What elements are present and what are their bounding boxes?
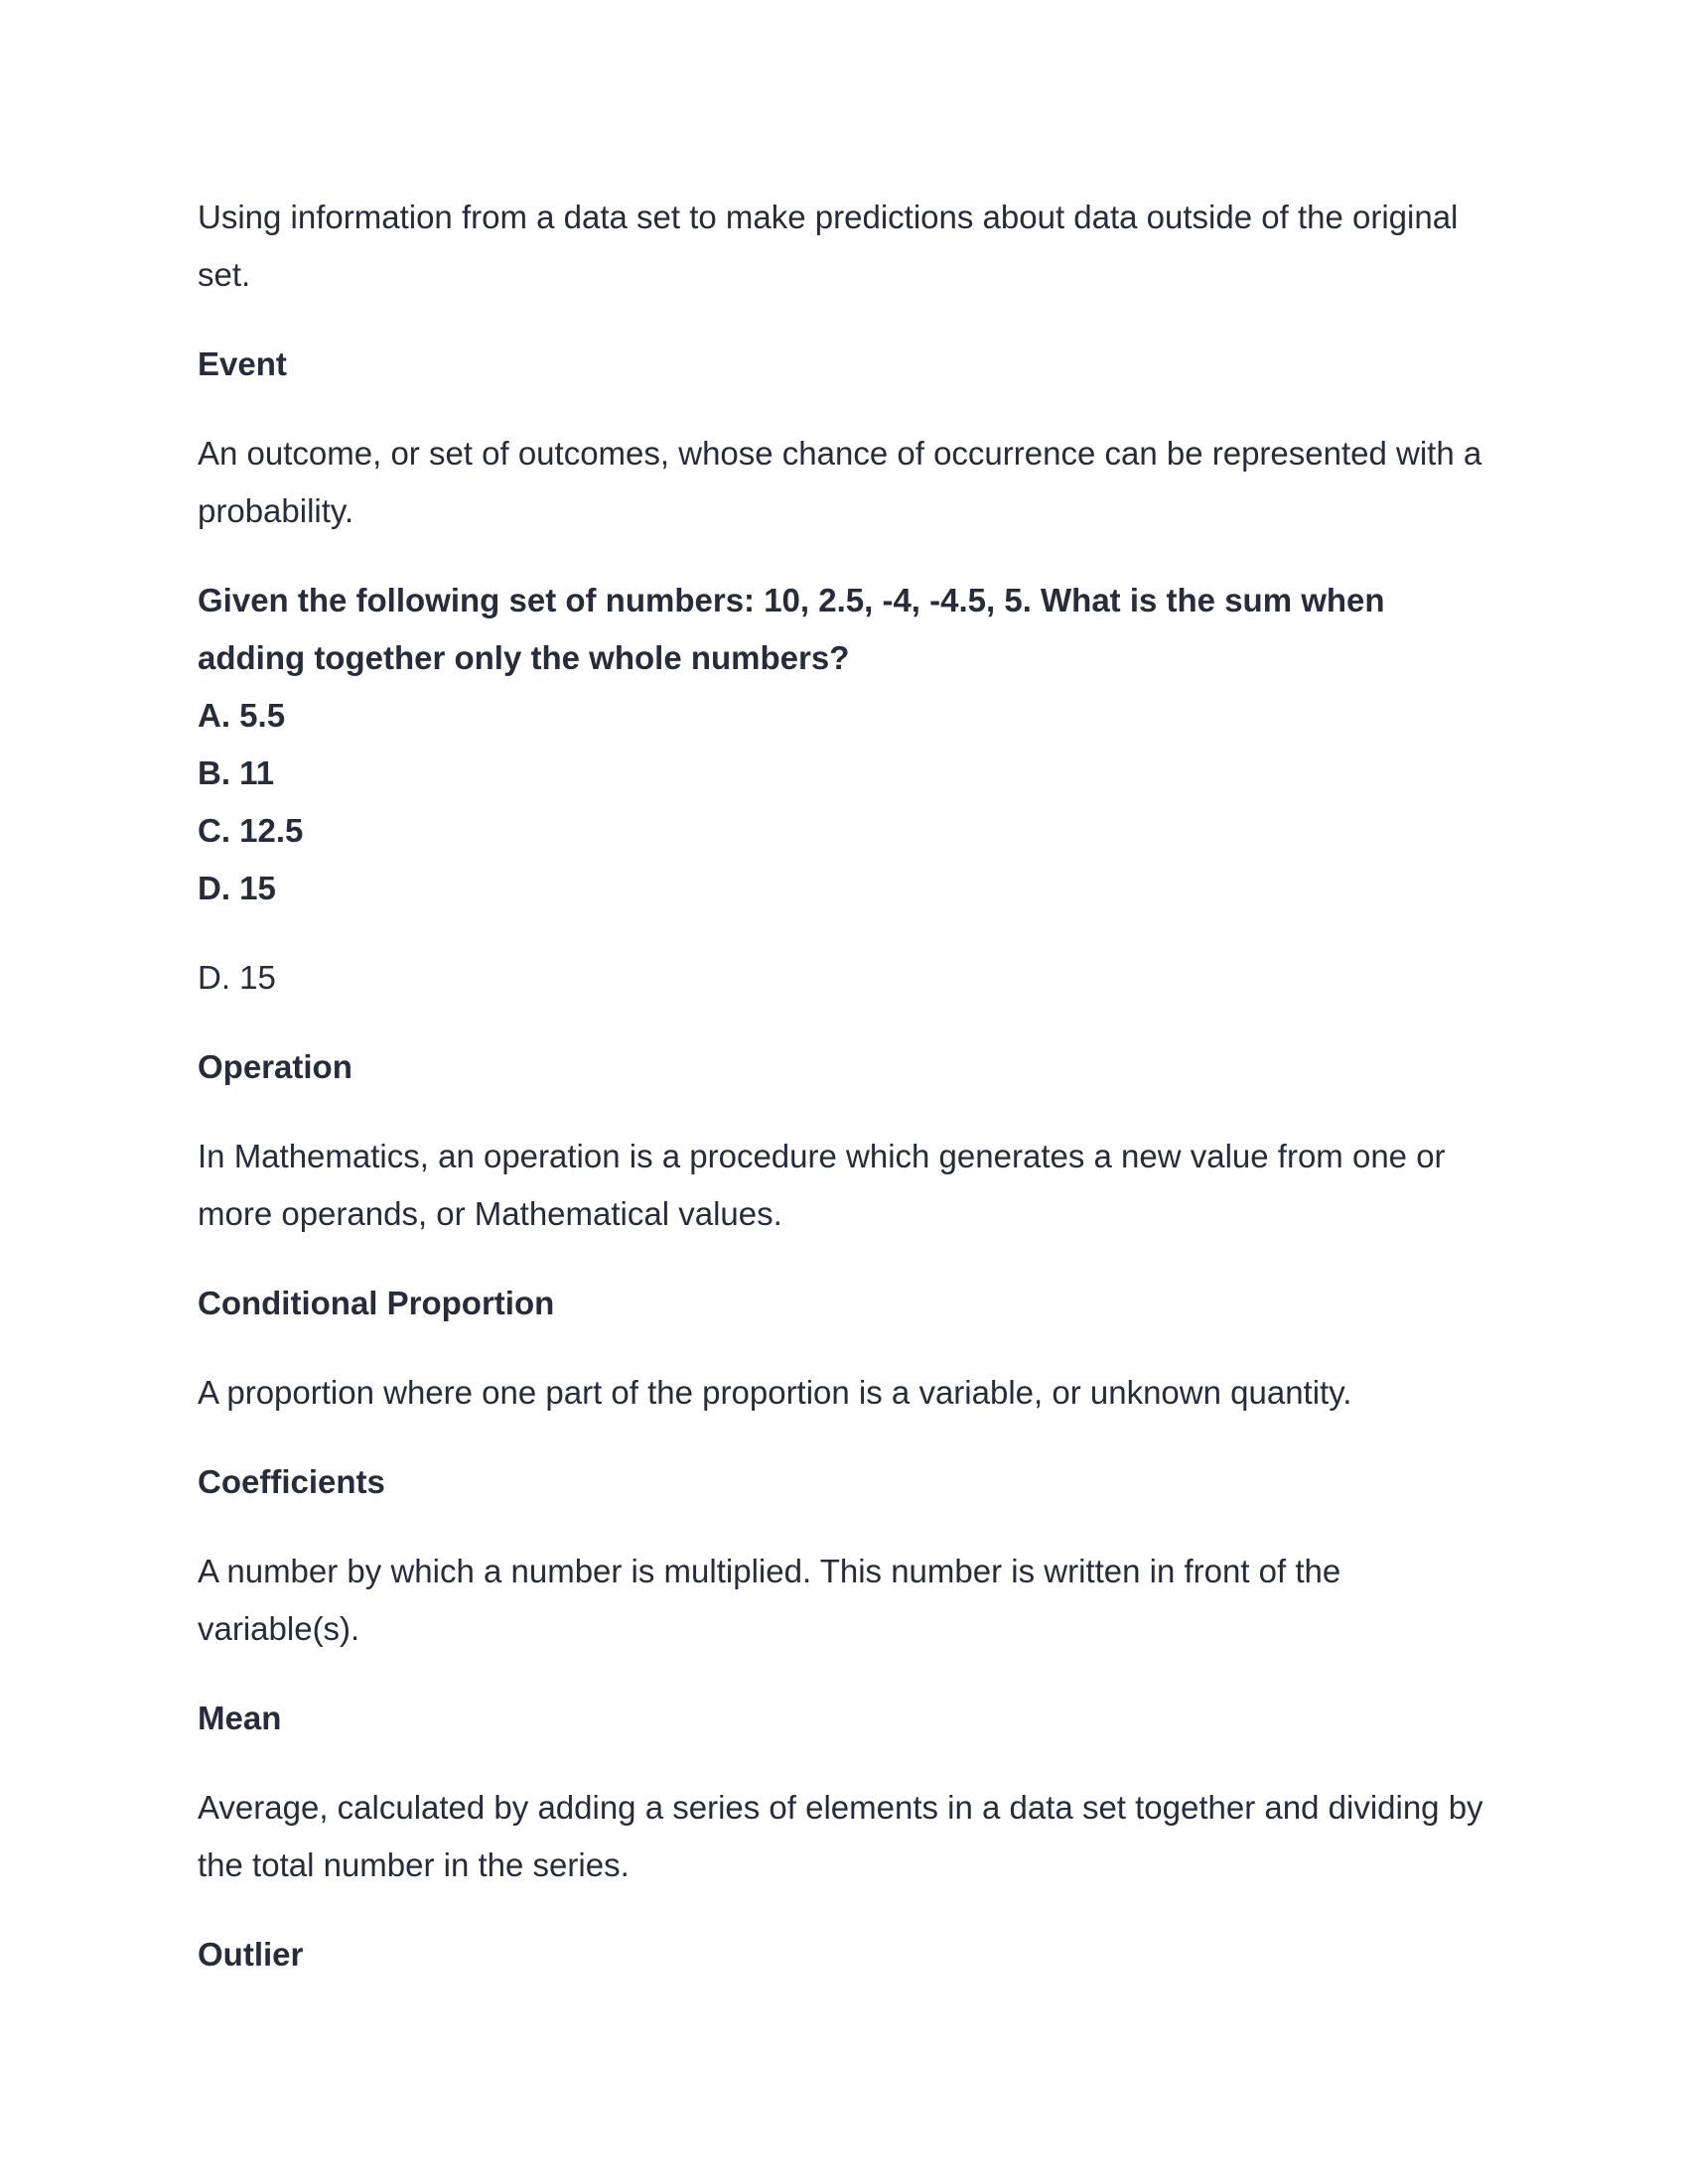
option-b: B. 11 [198, 754, 275, 791]
term-coefficients: Coefficients [198, 1463, 385, 1500]
definition-conditional-proportion: A proportion where one part of the proportion is a variable, or unknown quantity. [198, 1374, 1352, 1411]
option-a: A. 5.5 [198, 697, 286, 734]
definition-mean: Average, calculated by adding a series of elements in a data set together and dividing by the total number in the series. [198, 1789, 1483, 1883]
definition-event: An outcome, or set of outcomes, whose chance of occurrence can be represented with a probability. [198, 435, 1482, 529]
definition-operation: In Mathematics, an operation is a procedure which generates a new value from one or more operands, or Mathematical values. [198, 1138, 1446, 1232]
intro-definition: Using information from a data set to make predictions about data outside of the original set. [198, 199, 1459, 293]
term-outlier: Outlier [198, 1936, 304, 1973]
option-c: C. 12.5 [198, 812, 304, 849]
term-conditional-proportion: Conditional Proportion [198, 1285, 555, 1321]
question-answer: D. 15 [198, 959, 276, 996]
term-event: Event [198, 345, 287, 382]
option-d: D. 15 [198, 870, 276, 906]
term-operation: Operation [198, 1048, 352, 1085]
document-page [198, 189, 1488, 2015]
term-mean: Mean [198, 1700, 282, 1736]
question-block [198, 572, 1488, 917]
definition-coefficients: A number by which a number is multiplied. This number is written in front of the variable(s). [198, 1553, 1341, 1647]
question-text: Given the following set of numbers: 10, 2.5, -4, -4.5, 5. What is the sum when adding together only the whole numbers? [198, 582, 1385, 676]
